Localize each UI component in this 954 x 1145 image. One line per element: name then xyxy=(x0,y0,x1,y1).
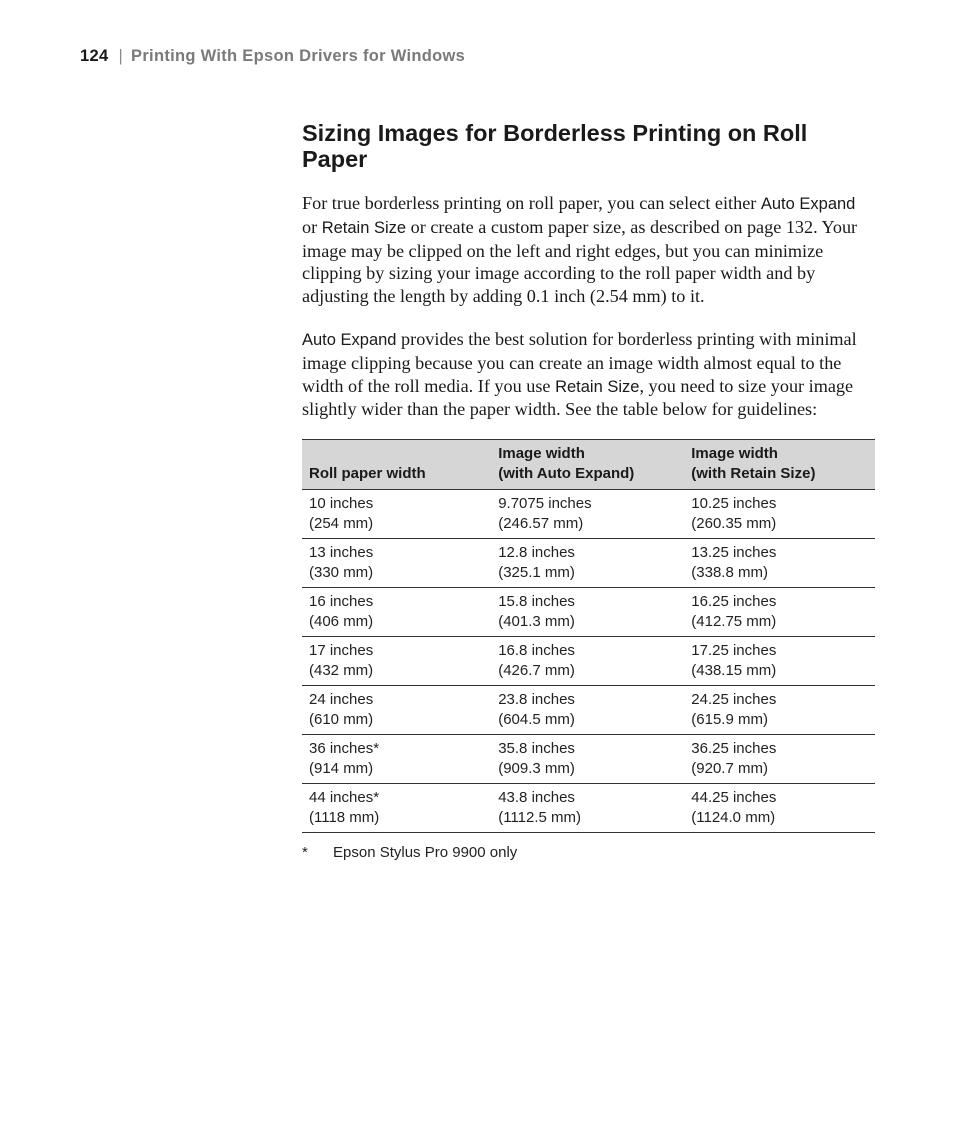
p1-text-2: or xyxy=(302,216,322,237)
cell-auto-expand: 35.8 inches (909.3 mm) xyxy=(491,735,684,784)
cell-auto-expand: 43.8 inches (1112.5 mm) xyxy=(491,784,684,833)
footnote-text: Epson Stylus Pro 9900 only xyxy=(333,844,518,862)
page-number: 124 xyxy=(80,47,109,65)
cell-roll-width: 13 inches (330 mm) xyxy=(302,539,491,588)
chapter-title: Printing With Epson Drivers for Windows xyxy=(131,47,466,65)
cell-auto-expand: 23.8 inches (604.5 mm) xyxy=(491,686,684,735)
table-row xyxy=(302,686,875,735)
p2-text-1: provides the best solution for borderless printing with minimal image clipping because you can create an image width almost equal to the width of the roll media. If you use xyxy=(302,328,857,396)
p2-ui-auto-expand: Auto Expand xyxy=(302,330,397,349)
cell-roll-width: 24 inches (610 mm) xyxy=(302,686,491,735)
cell-retain-size: 17.25 inches (438.15 mm) xyxy=(684,637,875,686)
roll-paper-width-table xyxy=(302,439,875,833)
p1-ui-auto-expand: Auto Expand xyxy=(760,195,856,213)
cell-retain-size: 13.25 inches (338.8 mm) xyxy=(684,539,875,588)
cell-auto-expand: 12.8 inches (325.1 mm) xyxy=(491,539,684,588)
p1-ui-retain-size: Retain Size xyxy=(321,218,407,237)
cell-auto-expand: 15.8 inches (401.3 mm) xyxy=(491,588,684,637)
cell-roll-width: 10 inches (254 mm) xyxy=(302,490,491,539)
table-header-row xyxy=(302,440,875,490)
header-roll-paper-width: Roll paper width xyxy=(302,440,491,490)
header-separator: | xyxy=(118,47,124,65)
header-image-width-auto-expand: Image width (with Auto Expand) xyxy=(491,440,684,490)
cell-retain-size: 44.25 inches (1124.0 mm) xyxy=(684,784,875,833)
section-title: Sizing Images for Borderless Printing on Roll Paper xyxy=(302,120,808,172)
header-image-width-retain-size: Image width (with Retain Size) xyxy=(684,440,875,490)
running-header xyxy=(80,47,465,66)
table-row xyxy=(302,588,875,637)
cell-roll-width: 17 inches (432 mm) xyxy=(302,637,491,686)
table-footnote xyxy=(302,844,875,861)
cell-auto-expand: 16.8 inches (426.7 mm) xyxy=(491,637,684,686)
cell-roll-width: 36 inches* (914 mm) xyxy=(302,735,491,784)
table-row xyxy=(302,539,875,588)
cell-retain-size: 36.25 inches (920.7 mm) xyxy=(684,735,875,784)
cell-auto-expand: 9.7075 inches (246.57 mm) xyxy=(491,490,684,539)
table-row xyxy=(302,784,875,833)
intro-paragraph xyxy=(302,192,875,308)
table-row xyxy=(302,490,875,539)
main-content xyxy=(302,120,875,861)
table-row xyxy=(302,637,875,686)
p1-text-3: or create a custom paper size, as described on page 132. Your image may be clipped on the left and right edges, but you can minimize clipping by sizing your image according to the roll paper width and by adjusting the length by adding 0.1 inch (2.54 mm) to it. xyxy=(302,216,858,307)
cell-roll-width: 16 inches (406 mm) xyxy=(302,588,491,637)
p2-text-2: , you need to size your image slightly wider than the paper width. See the table below for guidelines: xyxy=(302,375,854,420)
p2-ui-retain-size: Retain Size xyxy=(555,377,640,396)
cell-retain-size: 10.25 inches (260.35 mm) xyxy=(684,490,875,539)
footnote-marker: * xyxy=(302,844,308,862)
p1-text-1: For true borderless printing on roll paper, you can select either xyxy=(302,193,761,213)
guideline-paragraph xyxy=(302,328,875,421)
cell-roll-width: 44 inches* (1118 mm) xyxy=(302,784,491,833)
cell-retain-size: 16.25 inches (412.75 mm) xyxy=(684,588,875,637)
cell-retain-size: 24.25 inches (615.9 mm) xyxy=(684,686,875,735)
table-row xyxy=(302,735,875,784)
